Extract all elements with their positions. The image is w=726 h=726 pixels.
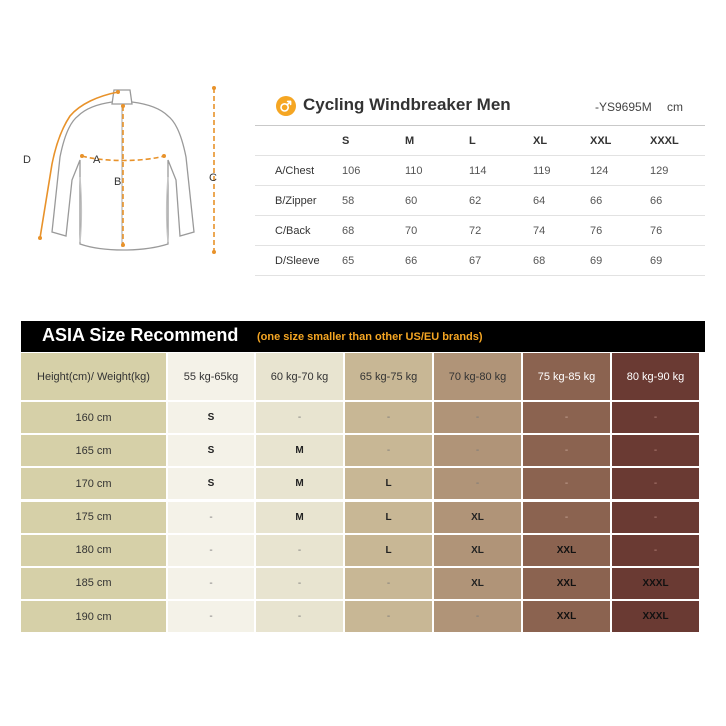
table-row <box>21 402 705 433</box>
size-cell <box>434 601 521 632</box>
recommended-size: M <box>295 478 304 490</box>
empty-size-marker: - <box>209 611 213 623</box>
height-label: 180 cm <box>21 535 166 566</box>
cell-value: 68 <box>342 216 405 246</box>
table-row <box>21 435 705 466</box>
recommended-size: M <box>295 511 304 523</box>
cell-value: 110 <box>405 156 469 186</box>
size-cell <box>612 435 699 466</box>
size-cell <box>256 568 343 599</box>
cell-value: 76 <box>650 216 705 246</box>
size-cell <box>345 402 432 433</box>
size-cell <box>256 502 343 533</box>
cell-value: 62 <box>469 186 533 216</box>
empty-size-marker: - <box>653 412 658 423</box>
size-cell <box>523 568 610 599</box>
size-cell <box>345 535 432 566</box>
cell-value: 72 <box>469 216 533 246</box>
cell-value: 119 <box>533 156 590 186</box>
row-label: C/Back <box>255 216 342 246</box>
size-cell <box>523 435 610 466</box>
cell-value: 58 <box>342 186 405 216</box>
unit-label: cm <box>667 100 683 114</box>
size-cell <box>523 468 610 499</box>
recommended-size: S <box>207 412 215 423</box>
size-cell <box>256 601 343 632</box>
cell-value: 64 <box>533 186 590 216</box>
weight-header: 70 kg-80 kg <box>434 353 521 400</box>
recommended-size: S <box>207 478 215 490</box>
recommend-title: ASIA Size Recommend <box>42 325 239 345</box>
diagram-label-b: B <box>114 176 122 188</box>
cell-value: 76 <box>590 216 650 246</box>
cell-value: 65 <box>342 246 405 276</box>
recommended-size: XXL <box>556 611 577 623</box>
table-row <box>255 156 705 186</box>
cell-value: 70 <box>405 216 469 246</box>
table-row <box>21 601 705 632</box>
recommended-size: S <box>207 445 215 457</box>
recommended-size: XXL <box>556 577 577 589</box>
size-cell <box>168 502 254 533</box>
height-label: 185 cm <box>21 568 166 599</box>
jacket-outline-icon <box>18 82 228 262</box>
size-cell <box>434 502 521 533</box>
size-cell <box>523 601 610 632</box>
size-cell <box>612 568 699 599</box>
row-label: A/Chest <box>255 156 342 186</box>
size-cell <box>612 502 699 533</box>
weight-header: 80 kg-90 kg <box>612 353 699 400</box>
size-cell <box>434 402 521 433</box>
empty-size-marker: - <box>386 611 391 623</box>
cell-value: 66 <box>590 186 650 216</box>
cell-value: 124 <box>590 156 650 186</box>
recommend-header-bar <box>21 321 705 352</box>
size-cell <box>256 402 343 433</box>
height-label: 160 cm <box>21 402 166 433</box>
size-cell <box>523 535 610 566</box>
empty-size-marker: - <box>386 577 391 589</box>
size-cell <box>612 535 699 566</box>
male-symbol-icon <box>276 96 296 116</box>
recommended-size: XL <box>471 577 484 589</box>
size-header-xxl: XXL <box>590 126 650 156</box>
size-cell <box>345 502 432 533</box>
recommend-grid <box>21 353 705 634</box>
size-cell <box>345 568 432 599</box>
recommended-size: L <box>385 478 392 490</box>
empty-size-marker: - <box>475 478 480 490</box>
cell-value: 106 <box>342 156 405 186</box>
height-label: 175 cm <box>21 502 166 533</box>
cell-value: 69 <box>590 246 650 276</box>
recommended-size: M <box>295 445 304 457</box>
corner-label: Height(cm)/ Weight(kg) <box>21 353 166 400</box>
empty-size-marker: - <box>297 577 302 589</box>
size-cell <box>168 402 254 433</box>
size-header-s: S <box>342 126 405 156</box>
table-row <box>255 186 705 216</box>
weight-header: 60 kg-70 kg <box>256 353 343 400</box>
empty-size-marker: - <box>209 511 213 523</box>
size-cell <box>612 601 699 632</box>
diagram-label-c: C <box>209 172 217 184</box>
recommend-rows <box>21 402 705 632</box>
table-row <box>21 535 705 566</box>
empty-size-marker: - <box>209 544 213 556</box>
recommended-size: XXXL <box>642 577 669 589</box>
size-cell <box>345 435 432 466</box>
chart-title: Cycling Windbreaker Men <box>303 95 511 114</box>
empty-size-marker: - <box>564 478 569 490</box>
recommended-size: XXXL <box>642 611 669 623</box>
table-row <box>21 568 705 599</box>
weight-header: 65 kg-75 kg <box>345 353 432 400</box>
cell-value: 74 <box>533 216 590 246</box>
weight-header: 55 kg-65kg <box>168 353 254 400</box>
recommended-size: L <box>385 544 392 556</box>
recommend-header-row <box>21 353 705 400</box>
weight-header: 75 kg-85 kg <box>523 353 610 400</box>
table-row <box>21 502 705 533</box>
size-cell <box>434 535 521 566</box>
diagram-label-d: D <box>23 154 31 166</box>
size-cell <box>345 468 432 499</box>
jacket-measurement-diagram <box>18 82 228 262</box>
size-cell <box>168 468 254 499</box>
cell-value: 66 <box>405 246 469 276</box>
empty-size-marker: - <box>475 412 480 423</box>
size-cell <box>612 468 699 499</box>
size-chart-header <box>276 94 706 118</box>
model-number: -YS9695M <box>595 100 652 114</box>
empty-size-marker: - <box>475 611 480 623</box>
diagram-label-a: A <box>93 154 101 166</box>
empty-size-marker: - <box>475 445 480 457</box>
size-cell <box>256 435 343 466</box>
size-cell <box>523 402 610 433</box>
cell-value: 67 <box>469 246 533 276</box>
size-cell <box>523 502 610 533</box>
height-label: 165 cm <box>21 435 166 466</box>
recommend-subtitle: (one size smaller than other US/EU brands) <box>257 331 483 343</box>
empty-size-marker: - <box>653 478 658 490</box>
row-label: D/Sleeve <box>255 246 342 276</box>
size-cell <box>345 601 432 632</box>
size-cell <box>256 468 343 499</box>
row-label: B/Zipper <box>255 186 342 216</box>
empty-size-marker: - <box>297 412 302 423</box>
header-empty-cell <box>255 126 342 156</box>
cell-value: 68 <box>533 246 590 276</box>
table-row <box>21 468 705 499</box>
cell-value: 60 <box>405 186 469 216</box>
empty-size-marker: - <box>564 445 569 457</box>
height-label: 170 cm <box>21 468 166 499</box>
empty-size-marker: - <box>653 511 658 523</box>
size-header-l: L <box>469 126 533 156</box>
recommended-size: XXL <box>556 544 577 556</box>
size-cell <box>168 601 254 632</box>
size-header-xl: XL <box>533 126 590 156</box>
recommended-size: L <box>385 511 392 523</box>
empty-size-marker: - <box>297 544 302 556</box>
empty-size-marker: - <box>386 412 391 423</box>
size-cell <box>168 568 254 599</box>
size-cell <box>168 435 254 466</box>
size-cell <box>612 402 699 433</box>
empty-size-marker: - <box>209 577 213 589</box>
size-chart-table <box>255 125 705 276</box>
size-cell <box>168 535 254 566</box>
empty-size-marker: - <box>564 412 569 423</box>
height-label: 190 cm <box>21 601 166 632</box>
table-row <box>255 216 705 246</box>
recommended-size: XL <box>471 544 484 556</box>
empty-size-marker: - <box>653 544 658 556</box>
empty-size-marker: - <box>564 511 569 523</box>
size-cell <box>434 468 521 499</box>
empty-size-marker: - <box>386 445 391 457</box>
empty-size-marker: - <box>653 445 658 457</box>
table-row <box>255 246 705 276</box>
size-header-m: M <box>405 126 469 156</box>
cell-value: 69 <box>650 246 705 276</box>
cell-value: 114 <box>469 156 533 186</box>
cell-value: 66 <box>650 186 705 216</box>
size-cell <box>434 435 521 466</box>
size-cell <box>434 568 521 599</box>
size-cell <box>256 535 343 566</box>
size-header-xxxl: XXXL <box>650 126 705 156</box>
size-chart-header-row <box>255 126 705 156</box>
empty-size-marker: - <box>297 611 302 623</box>
recommended-size: XL <box>471 511 484 523</box>
cell-value: 129 <box>650 156 705 186</box>
